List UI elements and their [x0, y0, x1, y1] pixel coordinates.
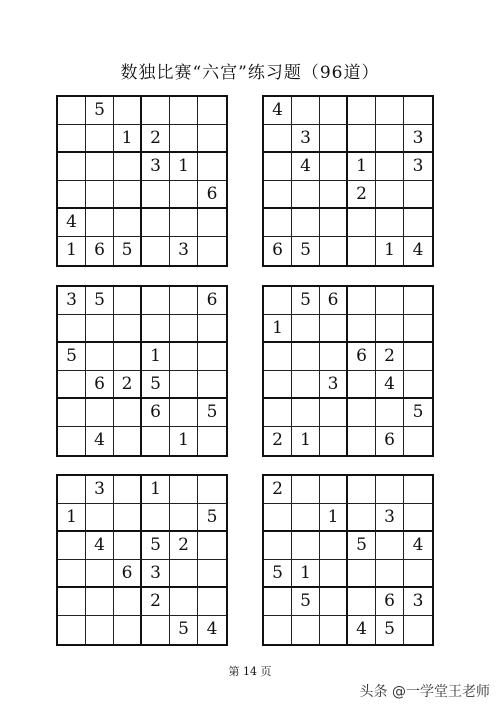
sudoku-cell — [142, 97, 170, 125]
sudoku-cell — [264, 287, 292, 315]
sudoku-cell: 1 — [142, 476, 170, 504]
sudoku-cell — [376, 399, 404, 427]
sudoku-cell — [376, 315, 404, 343]
sudoku-cell: 3 — [292, 125, 320, 153]
sudoku-cell — [404, 560, 432, 588]
sudoku-cell: 5 — [58, 343, 86, 371]
sudoku-cell: 1 — [58, 504, 86, 532]
sudoku-cell: 4 — [264, 97, 292, 125]
sudoku-cell: 5 — [198, 399, 226, 427]
sudoku-cell: 2 — [264, 427, 292, 455]
sudoku-cell — [404, 504, 432, 532]
sudoku-cell: 1 — [292, 560, 320, 588]
sudoku-cell — [348, 97, 376, 125]
sudoku-cell — [376, 153, 404, 181]
sudoku-cell: 2 — [170, 532, 198, 560]
sudoku-cell: 1 — [292, 427, 320, 455]
sudoku-cell — [114, 399, 142, 427]
sudoku-cell — [292, 371, 320, 399]
sudoku-cell — [264, 209, 292, 237]
sudoku-cell — [114, 153, 142, 181]
sudoku-cell — [58, 399, 86, 427]
sudoku-cell — [170, 560, 198, 588]
sudoku-cell: 6 — [264, 237, 292, 265]
sudoku-cell — [86, 181, 114, 209]
sudoku-cell: 1 — [114, 125, 142, 153]
sudoku-cell: 1 — [170, 153, 198, 181]
sudoku-cell: 4 — [412, 240, 424, 260]
page-number: 第 14 页 — [228, 665, 272, 678]
sudoku-cell: 2 — [142, 125, 170, 153]
sudoku-cell: 6 — [320, 287, 348, 315]
sudoku-cell — [86, 315, 114, 343]
sudoku-cell — [170, 399, 198, 427]
sudoku-cell: 4 — [404, 532, 432, 560]
sudoku-cell — [170, 588, 198, 616]
sudoku-cell: 4 — [86, 427, 114, 455]
sudoku-cell — [376, 181, 404, 209]
sudoku-cell — [292, 181, 320, 209]
sudoku-cell: 5 — [264, 560, 292, 588]
sudoku-cell — [170, 287, 198, 315]
sudoku-cell — [114, 476, 142, 504]
sudoku-cell: 5 — [292, 237, 320, 265]
sudoku-cell — [348, 315, 376, 343]
sudoku-cell — [376, 209, 404, 237]
sudoku-cell — [320, 399, 348, 427]
sudoku-cell — [58, 588, 86, 616]
sudoku-grid-4 — [262, 285, 434, 457]
sudoku-cell — [320, 427, 348, 455]
sudoku-cell — [348, 209, 376, 237]
sudoku-cell — [86, 343, 114, 371]
sudoku-cell — [264, 588, 292, 616]
sudoku-cell: 6 — [114, 560, 142, 588]
sudoku-cell — [170, 209, 198, 237]
sudoku-cell: 4 — [348, 616, 376, 644]
sudoku-cell — [170, 181, 198, 209]
sudoku-cell — [320, 209, 348, 237]
sudoku-cell — [58, 153, 86, 181]
sudoku-cell — [320, 343, 348, 371]
sudoku-cell — [348, 504, 376, 532]
sudoku-cell — [58, 616, 86, 644]
sudoku-cell — [114, 343, 142, 371]
sudoku-cell — [114, 504, 142, 532]
sudoku-cell — [114, 181, 142, 209]
sudoku-cell — [198, 209, 226, 237]
sudoku-cell — [376, 97, 404, 125]
sudoku-cell — [348, 588, 376, 616]
sudoku-cell: 4 — [58, 209, 86, 237]
sudoku-cell — [376, 287, 404, 315]
sudoku-cell — [58, 560, 86, 588]
sudoku-cell — [292, 343, 320, 371]
sudoku-cell — [58, 371, 86, 399]
sudoku-cell — [376, 125, 404, 153]
sudoku-cell — [86, 504, 114, 532]
sudoku-cell — [170, 97, 198, 125]
sudoku-cell: 4 — [86, 532, 114, 560]
sudoku-cell — [376, 532, 404, 560]
sudoku-cell — [170, 371, 198, 399]
sudoku-cell — [404, 209, 432, 237]
sudoku-cell — [114, 616, 142, 644]
sudoku-cell: 2 — [142, 588, 170, 616]
sudoku-cell: 6 — [142, 399, 170, 427]
sudoku-cell — [292, 532, 320, 560]
sudoku-cell — [348, 560, 376, 588]
sudoku-grid-2 — [262, 95, 434, 267]
sudoku-cell — [264, 181, 292, 209]
sudoku-cell: 5 — [86, 287, 114, 315]
sudoku-cell — [320, 125, 348, 153]
sudoku-cell — [86, 125, 114, 153]
sudoku-cell: 4 — [376, 371, 404, 399]
sudoku-cell: 6 — [198, 181, 226, 209]
sudoku-cell: 1 — [142, 343, 170, 371]
sudoku-cell — [86, 560, 114, 588]
sudoku-cell — [198, 476, 226, 504]
sudoku-cell — [198, 343, 226, 371]
sudoku-cell — [348, 237, 376, 265]
sudoku-cell — [86, 588, 114, 616]
sudoku-cell — [142, 315, 170, 343]
sudoku-cell — [404, 427, 432, 455]
sudoku-cell — [292, 399, 320, 427]
sudoku-cell: 3 — [86, 476, 114, 504]
sudoku-cell: 3 — [376, 504, 404, 532]
sudoku-cell — [58, 476, 86, 504]
sudoku-cell: 5 — [348, 532, 376, 560]
watermark: 头条 @一学堂王老师 — [359, 684, 490, 700]
sudoku-cell: 6 — [86, 371, 114, 399]
sudoku-cell — [404, 97, 432, 125]
sudoku-cell: 2 — [348, 181, 376, 209]
sudoku-cell — [404, 315, 432, 343]
sudoku-cell — [58, 315, 86, 343]
sudoku-cell — [404, 616, 432, 644]
sudoku-cell: 4 — [206, 619, 218, 639]
sudoku-cell — [198, 125, 226, 153]
sudoku-cell: 1 — [348, 153, 376, 181]
sudoku-cell: 6 — [376, 427, 404, 455]
sudoku-cell: 5 — [376, 616, 404, 644]
sudoku-cell — [320, 532, 348, 560]
sudoku-cell: 6 — [86, 237, 114, 265]
sudoku-cell — [348, 125, 376, 153]
sudoku-cell: 1 — [58, 237, 86, 265]
sudoku-cell — [348, 287, 376, 315]
sudoku-cell — [376, 476, 404, 504]
sudoku-cell — [142, 616, 170, 644]
sudoku-cell: 1 — [320, 504, 348, 532]
sudoku-grid-3 — [56, 285, 228, 457]
sudoku-cell: 5 — [142, 371, 170, 399]
sudoku-cell — [58, 125, 86, 153]
sudoku-cell — [198, 237, 226, 265]
sudoku-cell — [376, 560, 404, 588]
sudoku-cell — [348, 371, 376, 399]
sudoku-cell — [264, 371, 292, 399]
sudoku-cell — [198, 532, 226, 560]
sudoku-cell: 5 — [114, 237, 142, 265]
sudoku-cell: 5 — [142, 532, 170, 560]
sudoku-grid-1 — [56, 95, 228, 267]
sudoku-cell — [198, 371, 226, 399]
sudoku-cell — [348, 399, 376, 427]
sudoku-cell — [58, 427, 86, 455]
sudoku-cell: 3 — [142, 153, 170, 181]
sudoku-cell — [142, 427, 170, 455]
sudoku-cell: 3 — [142, 560, 170, 588]
sudoku-cell — [170, 343, 198, 371]
sudoku-cell: 6 — [348, 343, 376, 371]
sudoku-cell — [114, 97, 142, 125]
sudoku-cell: 5 — [198, 504, 226, 532]
sudoku-cell — [292, 616, 320, 644]
sudoku-cell: 2 — [264, 476, 292, 504]
sudoku-cell — [264, 153, 292, 181]
sudoku-cell — [142, 287, 170, 315]
sudoku-cell — [86, 399, 114, 427]
sudoku-cell: 5 — [292, 588, 320, 616]
sudoku-cell — [348, 476, 376, 504]
sudoku-cell — [264, 399, 292, 427]
sudoku-cell — [320, 153, 348, 181]
sudoku-cell — [142, 181, 170, 209]
sudoku-cell: 3 — [58, 287, 86, 315]
sudoku-cell — [264, 343, 292, 371]
sudoku-cell: 3 — [404, 125, 432, 153]
sudoku-cell: 1 — [264, 315, 292, 343]
sudoku-cell — [292, 504, 320, 532]
sudoku-cell — [404, 343, 432, 371]
sudoku-cell — [142, 504, 170, 532]
sudoku-cell — [264, 125, 292, 153]
sudoku-cell: 3 — [404, 153, 432, 181]
sudoku-cell — [114, 315, 142, 343]
sudoku-cell: 4 — [292, 153, 320, 181]
sudoku-cell: 3 — [404, 588, 432, 616]
sudoku-cell: 5 — [404, 399, 432, 427]
sudoku-cell — [292, 97, 320, 125]
sudoku-cell — [170, 125, 198, 153]
sudoku-cell — [198, 560, 226, 588]
sudoku-cell: 2 — [114, 371, 142, 399]
sudoku-cell — [348, 427, 376, 455]
sudoku-cell — [114, 427, 142, 455]
sudoku-cell — [198, 588, 226, 616]
sudoku-cell — [320, 616, 348, 644]
sudoku-cell — [404, 287, 432, 315]
sudoku-cell — [320, 237, 348, 265]
sudoku-cell — [320, 588, 348, 616]
page-title: 数独比赛“六宫”练习题（96道） — [120, 63, 380, 83]
sudoku-cell — [114, 588, 142, 616]
sudoku-cell — [264, 532, 292, 560]
sudoku-cell — [292, 476, 320, 504]
sudoku-cell — [170, 504, 198, 532]
sudoku-cell — [198, 153, 226, 181]
sudoku-cell — [86, 153, 114, 181]
sudoku-cell — [404, 181, 432, 209]
sudoku-cell — [292, 209, 320, 237]
sudoku-cell — [170, 476, 198, 504]
sudoku-cell — [198, 427, 226, 455]
sudoku-cell — [198, 315, 226, 343]
sudoku-cell — [86, 616, 114, 644]
sudoku-cell — [404, 476, 432, 504]
sudoku-cell — [170, 315, 198, 343]
sudoku-cell — [58, 97, 86, 125]
sudoku-cell — [320, 560, 348, 588]
sudoku-cell — [58, 532, 86, 560]
sudoku-cell — [198, 97, 226, 125]
sudoku-cell: 2 — [376, 343, 404, 371]
sudoku-cell — [114, 287, 142, 315]
sudoku-cell — [320, 315, 348, 343]
sudoku-cell — [264, 616, 292, 644]
sudoku-cell — [86, 209, 114, 237]
sudoku-cell — [264, 504, 292, 532]
sudoku-cell: 3 — [320, 371, 348, 399]
sudoku-cell: 5 — [292, 287, 320, 315]
sudoku-cell — [114, 209, 142, 237]
sudoku-grid-5 — [56, 474, 228, 646]
sudoku-cell — [320, 181, 348, 209]
sudoku-cell: 5 — [170, 616, 198, 644]
sudoku-cell — [320, 97, 348, 125]
sudoku-cell: 1 — [170, 427, 198, 455]
sudoku-cell — [292, 315, 320, 343]
sudoku-cell — [404, 371, 432, 399]
sudoku-cell: 1 — [376, 237, 404, 265]
sudoku-grid-6 — [262, 474, 434, 646]
sudoku-cell: 6 — [376, 588, 404, 616]
sudoku-cell: 3 — [170, 237, 198, 265]
sudoku-cell: 6 — [198, 287, 226, 315]
sudoku-cell — [58, 181, 86, 209]
sudoku-cell: 5 — [86, 97, 114, 125]
sudoku-cell — [142, 209, 170, 237]
sudoku-cell — [320, 476, 348, 504]
sudoku-cell — [114, 532, 142, 560]
sudoku-cell — [142, 237, 170, 265]
